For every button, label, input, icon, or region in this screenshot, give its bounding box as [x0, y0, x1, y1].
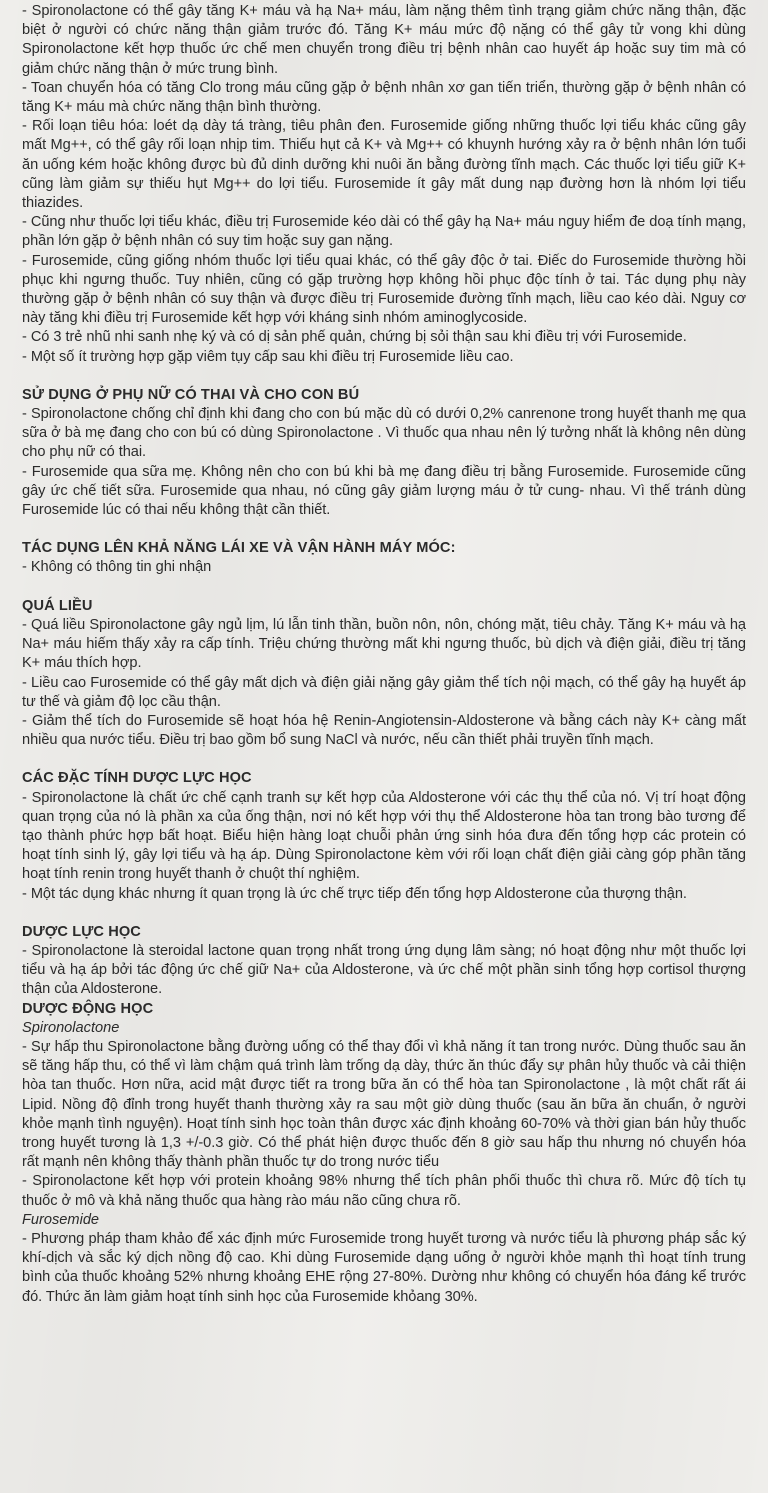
paragraph-pk-spiro-1: - Sự hấp thu Spironolactone bằng đường uống có thể thay đổi vì khả năng ít tan trong nước. Dùng thuốc sau ăn sẽ tăng hấp thu, có thể vì làm chậm quá trình làm trống dạ dày, thức ăn thúc đẩy sự phân hủy thuốc và cải thiện hòa tan thuốc. Hơn nữa, acid mật được tiết ra trong bữa ăn có thể hòa tan Spironolactone , là một chất rất ái Lipid. Nồng độ đỉnh trong huyết thanh thường xảy ra sau một giờ dùng thuốc (sau ăn bữa ăn chuẩn, ở người khỏe mạnh tình nguyện). Hoạt tính sinh học toàn thân được xác định khoảng 60-70% và thời gian bán hủy thuốc trong huyết tương là 1,3 +/-0.3 giờ. Có thể phát hiện được thuốc đến 8 giờ sau hấp thu nhưng nó chuyển hóa rất mạnh nên không thấy thành phần thuốc tự do trong nước tiểu [22, 1038, 746, 1171]
paragraph-intro-1: - Spironolactone có thể gây tăng K+ máu và hạ Na+ máu, làm nặng thêm tình trạng giảm chức năng thận, đặc biệt ở người có chức năng thận giảm trước đó. Tăng K+ máu mức độ nặng có thể gây tử vong khi dùng Spironolactone kết hợp thuốc ức chế men chuyển trong điều trị bệnh nhân cao huyết áp hoặc suy tim mà có giảm chức năng thận ở mức trung bình. [22, 3, 746, 77]
section-heading-pharmacodynamics: DƯỢC LỰC HỌC [22, 923, 141, 940]
paragraph-pd-properties-1: - Spironolactone là chất ức chế cạnh tranh sự kết hợp của Aldosterone với các thụ thể của nó. Vị trí hoạt động quan trọng của nó là phần xa của ống thận, nơi nó kết hợp với thụ thể Aldosterone hòa tan trong bào tương để tạo thành phức hợp bất hoạt. Biểu hiện hàng loạt chuỗi phản ứng sinh hóa đưa đến tổng hợp các protein có hoạt tính sinh lý, gây lợi tiểu và hạ áp. Dùng Spironolactone kèm với rối loạn chất điện giải càng góp phần tăng hoạt tính renin trong huyết thanh ở chuột thí nghiệm. [22, 789, 746, 883]
section-heading-driving: TÁC DỤNG LÊN KHẢ NĂNG LÁI XE VÀ VẬN HÀNH MÁY MÓC: [22, 540, 456, 557]
paragraph-intro-4: - Cũng như thuốc lợi tiểu khác, điều trị Furosemide kéo dài có thể gây hạ Na+ máu nguy hiểm đe doạ tính mạng, phần lớn gặp ở bệnh nhân có suy tim hoặc suy gan nặng. [22, 214, 746, 250]
subheading-spironolactone: Spironolactone [22, 1019, 120, 1036]
paragraph-pd-properties-2: - Một tác dụng khác nhưng ít quan trọng là ức chế trực tiếp đến tổng hợp Aldosterone của thượng thận. [22, 885, 687, 902]
paragraph-intro-2: - Toan chuyển hóa có tăng Clo trong máu cũng gặp ở bệnh nhân xơ gan tiến triển, thường gặp ở bệnh nhân có tăng K+ máu mà chức năng thận bình thường. [22, 79, 746, 116]
paragraph-overdose-3: - Giảm thể tích do Furosemide sẽ hoạt hóa hệ Renin-Angiotensin-Aldosterone và bằng cách này K+ càng mất nhiều qua nước tiểu. Điều trị bao gồm bổ sung NaCl và nước, nếu cần thiết phải truyền tĩnh mạch. [22, 712, 746, 749]
paragraph-pregnancy-1: - Spironolactone chống chỉ định khi đang cho con bú mặc dù có dưới 0,2% canrenone trong huyết thanh mẹ qua sữa ở bà mẹ đang cho con bú có dùng Spironolactone . Vì thuốc qua nhau nên lý tưởng nhất là không nên dùng cho phụ nữ có thai. [22, 406, 746, 461]
section-heading-pregnancy: SỬ DỤNG Ở PHỤ NỮ CÓ THAI VÀ CHO CON BÚ [22, 386, 360, 403]
paragraph-intro-7: - Một số ít trường hợp gặp viêm tụy cấp sau khi điều trị Furosemide liều cao. [22, 348, 514, 365]
section-heading-overdose: QUÁ LIỀU [22, 597, 93, 614]
paragraph-intro-5: - Furosemide, cũng giống nhóm thuốc lợi tiểu quai khác, có thể gây độc ở tai. Điếc do Furosemide thường hồi phục khi ngưng thuốc. Tuy nhiên, cũng có gặp trường hợp không hồi phục độc tính ở tai. Tác dụng phụ này thường gặp ở bệnh nhân có suy thận và được điều trị Furosemide đường tĩnh mạch, liều cao kéo dài. Nguy cơ này tăng khi điều trị Furosemide kết hợp với kháng sinh nhóm aminoglycoside. [22, 252, 746, 327]
section-heading-pharmacokinetics: DƯỢC ĐỘNG HỌC [22, 1000, 154, 1017]
paragraph-overdose-2: - Liều cao Furosemide có thể gây mất dịch và điện giải nặng gây giảm thể tích nội mạch, có thể gây hạ huyết áp tư thế và giảm độ lọc cầu thận. [22, 674, 746, 710]
paragraph-intro-6: - Có 3 trẻ nhũ nhi sanh nhẹ ký và có dị sản phế quản, chứng bị sỏi thận sau khi điều trị với Furosemide. [22, 329, 687, 346]
paragraph-pregnancy-2: - Furosemide qua sữa mẹ. Không nên cho con bú khi bà mẹ đang điều trị bằng Furosemide. Furosemide cũng gây ức chế tiết sữa. Furosemide qua nhau, nó cũng gây giảm lượng máu ở tử cung- nhau. Vì thế tránh dùng Furosemide lúc có thai nếu không thật cần thiết. [22, 463, 746, 519]
subheading-furosemide: Furosemide [22, 1211, 100, 1228]
paragraph-driving-1: - Không có thông tin ghi nhận [22, 559, 212, 576]
paragraph-pk-spiro-2: - Spironolactone kết hợp với protein khoảng 98% nhưng thể tích phân phối thuốc thì chưa rõ. Mức độ tích tụ thuốc ở mô và khả năng thuốc qua hàng rào máu não cũng chưa rõ. [22, 1173, 746, 1209]
paragraph-pk-furo-1: - Phương pháp tham khảo để xác định mức Furosemide trong huyết tương và nước tiểu là phương pháp sắc ký khí-dịch và sắc ký dịch nồng độ cao. Khi dùng Furosemide dạng uống ở người khỏe mạnh thì hoạt tính trung bình của thuốc khoảng 52% nhưng khoảng EHE rộng 27-80%. Dường như không có chuyển hóa đáng kể trước đó. Thức ăn làm giảm hoạt tính sinh học của Furosemide khỏang 30%. [22, 1230, 746, 1305]
paragraph-intro-3: - Rối loạn tiêu hóa: loét dạ dày tá tràng, tiêu phân đen. Furosemide giống những thuốc lợi tiểu khác cũng gây mất Mg++, có thể gây rối loạn nhịp tim. Thiếu hụt cả K+ và Mg++ có khuynh hướng xảy ra ở bệnh nhân lớn tuổi ăn uống kém hoặc không được bù đủ dinh dưỡng khi nuôi ăn bằng đường tĩnh mạch. Các thuốc lợi tiểu giữ K+ cũng làm giảm sự thiếu hụt Mg++ do lợi tiểu. Furosemide ít gây mất dung nạp đường hơn là nhóm lợi tiểu thiazides. [22, 118, 746, 212]
paragraph-overdose-1: - Quá liều Spironolactone gây ngủ lịm, lú lẫn tinh thần, buồn nôn, nôn, chóng mặt, tiêu chảy. Tăng K+ máu và hạ Na+ máu hiếm thấy xảy ra cấp tính. Triệu chứng thường mất khi ngưng thuốc, bù dịch và điện giải, điều trị tăng K+ máu thích hợp. [22, 616, 746, 672]
paragraph-pharmacodynamics-1: - Spironolactone là steroidal lactone quan trọng nhất trong ứng dụng lâm sàng; nó hoạt động như một thuốc lợi tiểu và hạ áp bởi tác động ức chế giữ Na+ của Aldosterone, và ức chế một phần sinh tổng hợp cortisol thượng thận của Aldosterone. [22, 942, 746, 998]
section-heading-pharmacodynamic-properties: CÁC ĐẶC TÍNH DƯỢC LỰC HỌC [22, 770, 252, 787]
